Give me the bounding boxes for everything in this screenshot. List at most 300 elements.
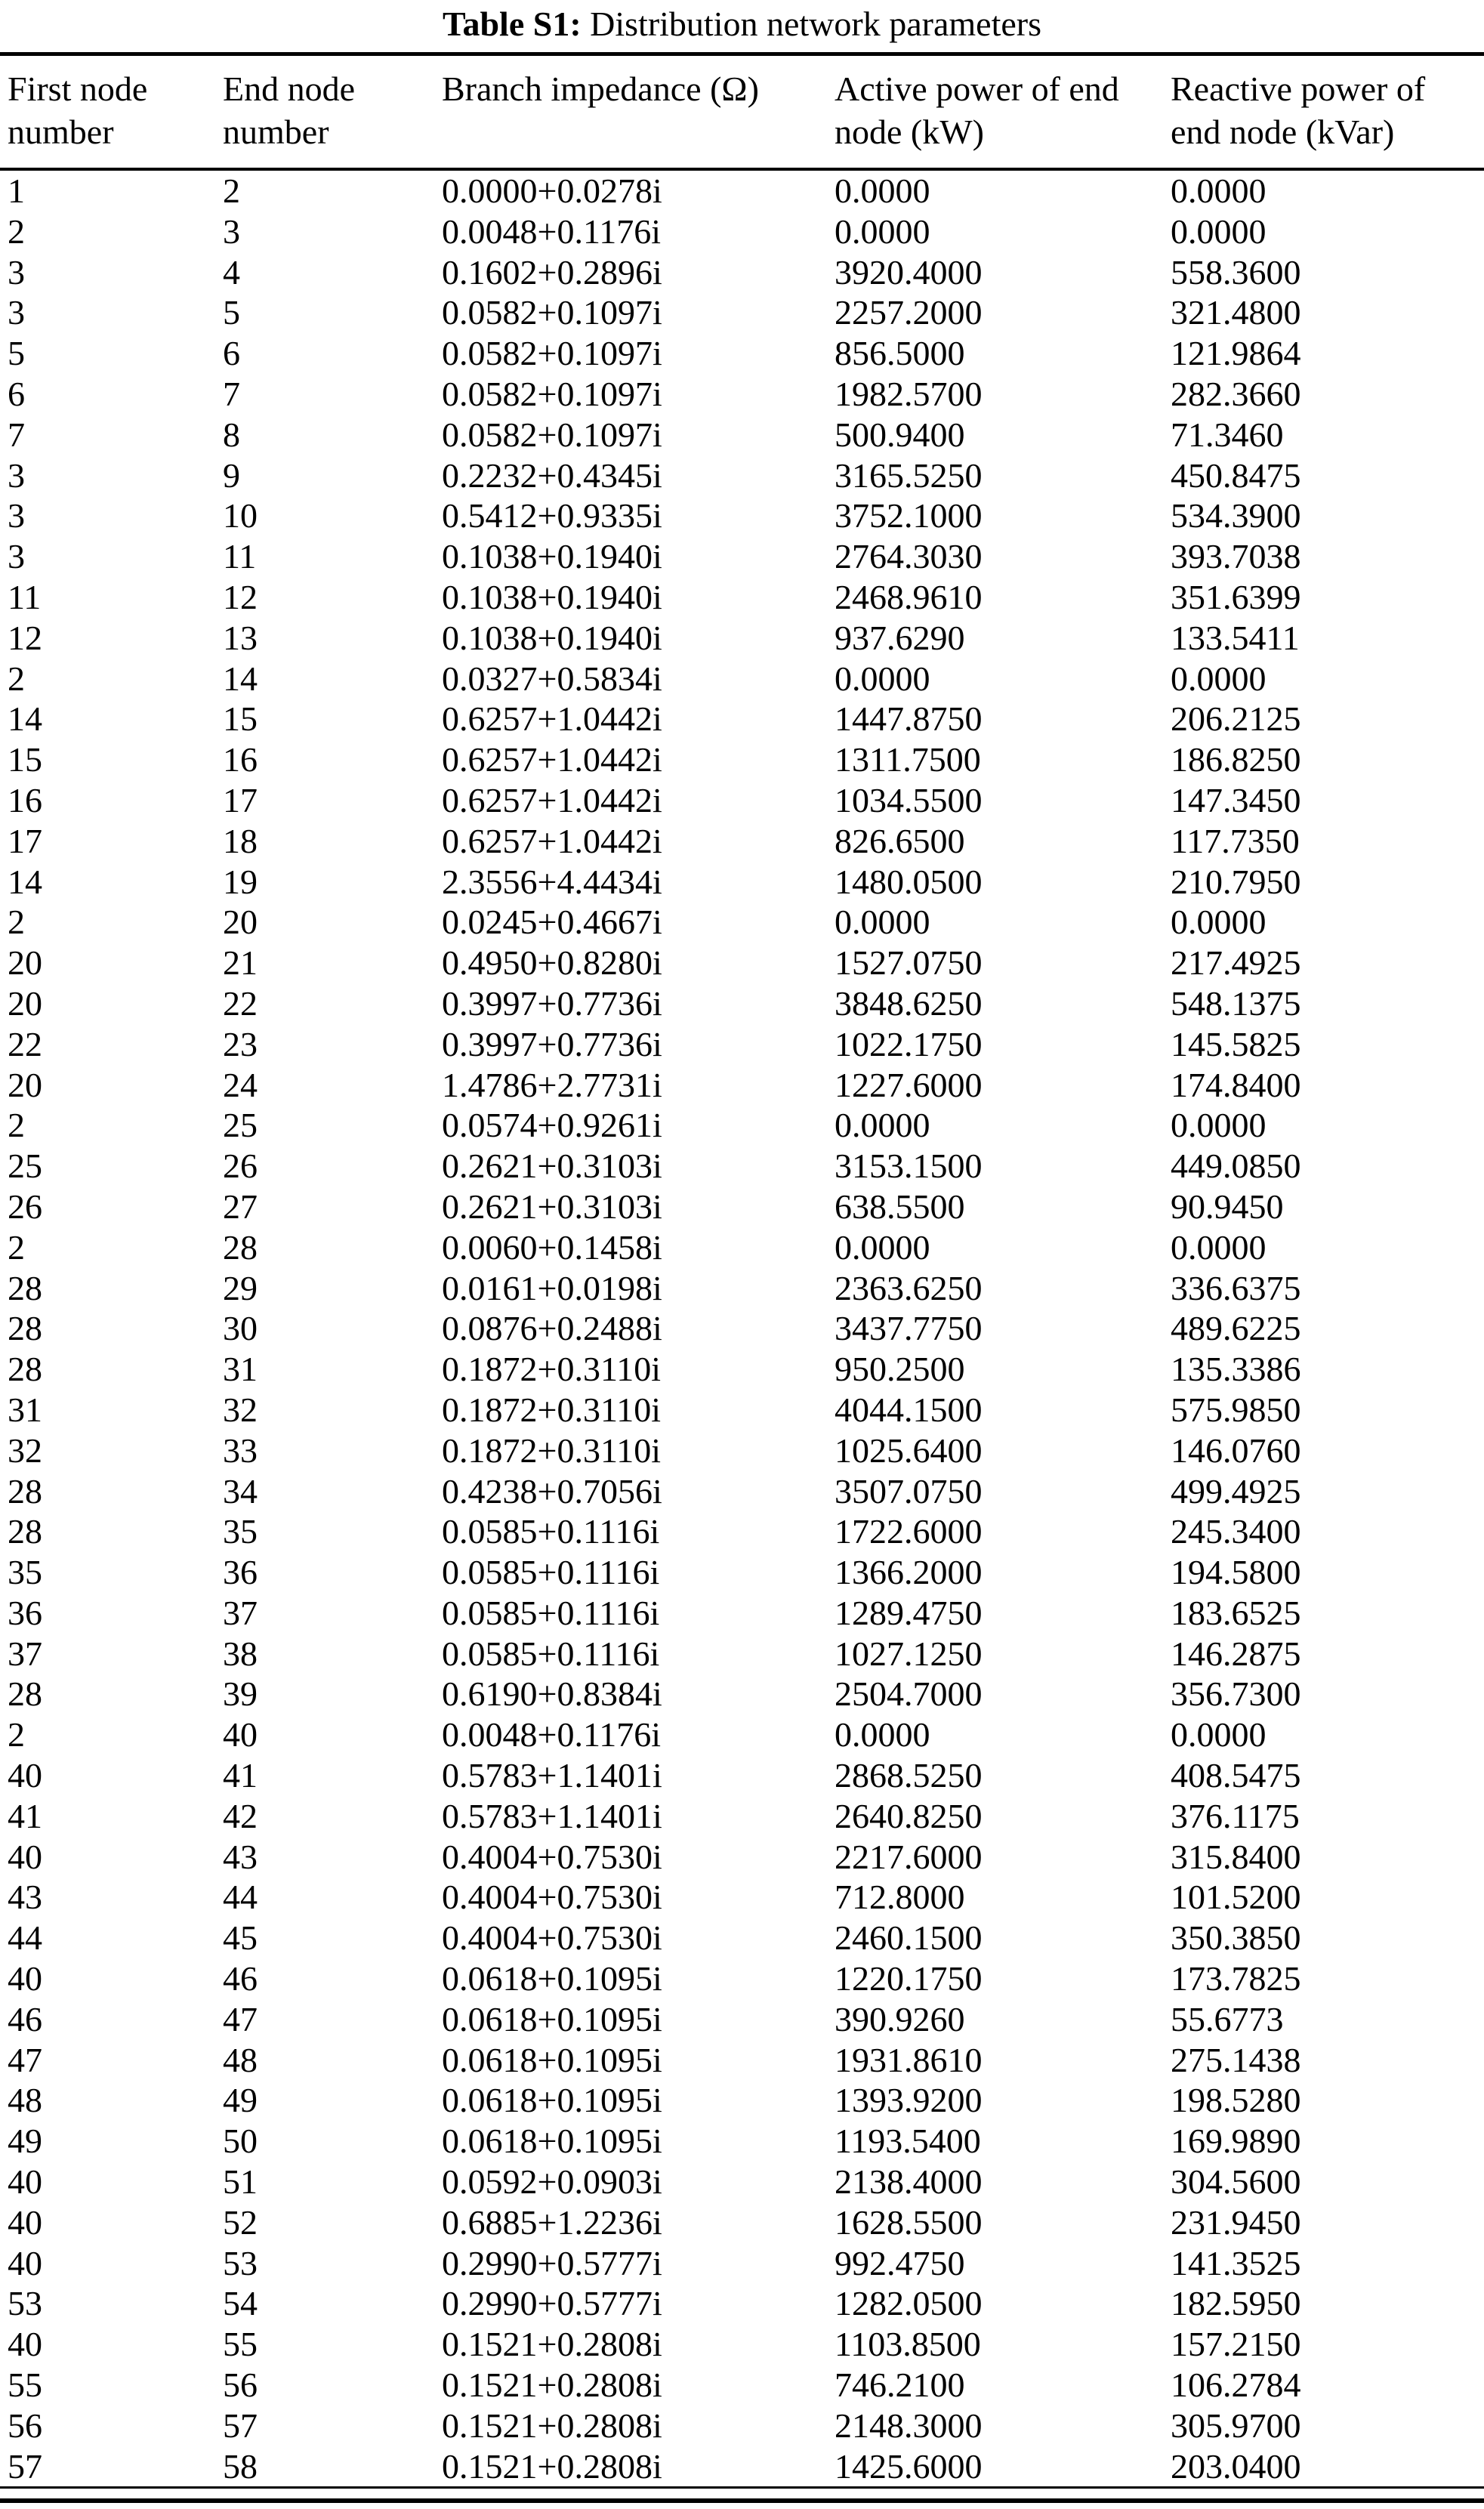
- table-row: [0, 252, 1484, 293]
- cell-end-node: 28: [223, 1227, 258, 1267]
- table-row: [0, 2243, 1484, 2284]
- cell-active-power: 3165.5250: [835, 455, 983, 495]
- cell-active-power: 2764.3030: [835, 537, 983, 576]
- table-row: [0, 211, 1484, 252]
- table-row: [0, 536, 1484, 577]
- cell-first-node: 22: [8, 1024, 42, 1063]
- cell-branch-impedance: 0.6257+1.0442i: [442, 780, 662, 819]
- table-row: [0, 2202, 1484, 2243]
- header-row: [0, 54, 1484, 170]
- cell-branch-impedance: 0.1038+0.1940i: [442, 618, 662, 657]
- cell-end-node: 35: [223, 1512, 258, 1551]
- cell-branch-impedance: 0.0585+0.1116i: [442, 1634, 660, 1673]
- cell-reactive-power: 336.6375: [1171, 1268, 1301, 1307]
- cell-active-power: 1931.8610: [835, 2040, 983, 2079]
- cell-first-node: 14: [8, 699, 42, 739]
- cell-branch-impedance: 0.0048+0.1176i: [442, 1715, 662, 1754]
- table-row: [0, 943, 1484, 983]
- cell-active-power: 1193.5400: [835, 2122, 981, 2161]
- cell-reactive-power: 135.3386: [1171, 1350, 1301, 1389]
- cell-first-node: 46: [8, 1999, 42, 2038]
- table-row: [0, 821, 1484, 862]
- cell-active-power: 2363.6250: [835, 1268, 983, 1307]
- table-row: [0, 862, 1484, 903]
- cell-active-power: 3153.1500: [835, 1146, 983, 1186]
- cell-first-node: 40: [8, 2162, 42, 2202]
- cell-branch-impedance: 0.0592+0.0903i: [442, 2162, 662, 2202]
- cell-reactive-power: 0.0000: [1171, 1715, 1266, 1754]
- cell-end-node: 37: [223, 1593, 258, 1632]
- table-title-text: Distribution network parameters: [590, 5, 1041, 43]
- cell-first-node: 48: [8, 2081, 42, 2120]
- table-bottom-rule: [0, 2498, 1484, 2503]
- cell-first-node: 35: [8, 1553, 42, 1592]
- cell-active-power: 1220.1750: [835, 1959, 983, 1998]
- cell-first-node: 3: [8, 293, 25, 332]
- cell-reactive-power: 71.3460: [1171, 415, 1284, 454]
- cell-first-node: 2: [8, 903, 25, 942]
- cell-end-node: 11: [223, 537, 257, 576]
- cell-reactive-power: 217.4925: [1171, 943, 1301, 983]
- cell-end-node: 14: [223, 659, 258, 698]
- cell-end-node: 12: [223, 577, 258, 616]
- cell-reactive-power: 183.6525: [1171, 1593, 1301, 1632]
- table-row: [0, 1349, 1484, 1390]
- cell-reactive-power: 169.9890: [1171, 2122, 1301, 2161]
- cell-active-power: 0.0000: [835, 1715, 930, 1754]
- cell-first-node: 20: [8, 1065, 42, 1104]
- cell-reactive-power: 282.3660: [1171, 374, 1301, 413]
- cell-reactive-power: 0.0000: [1171, 1227, 1266, 1267]
- cell-branch-impedance: 0.0618+0.1095i: [442, 1999, 662, 2038]
- cell-branch-impedance: 0.1521+0.2808i: [442, 2406, 662, 2445]
- cell-end-node: 10: [223, 496, 258, 535]
- cell-active-power: 856.5000: [835, 334, 965, 373]
- cell-active-power: 1227.6000: [835, 1065, 983, 1104]
- cell-first-node: 40: [8, 2325, 42, 2364]
- cell-active-power: 500.9400: [835, 415, 965, 454]
- table-row: [0, 1674, 1484, 1714]
- cell-first-node: 15: [8, 740, 42, 779]
- cell-branch-impedance: 2.3556+4.4434i: [442, 862, 662, 901]
- cell-active-power: 0.0000: [835, 903, 930, 942]
- cell-branch-impedance: 0.4004+0.7530i: [442, 1837, 662, 1876]
- cell-reactive-power: 376.1175: [1171, 1796, 1300, 1835]
- cell-end-node: 34: [223, 1471, 258, 1511]
- cell-end-node: 16: [223, 740, 258, 779]
- table-row: [0, 1918, 1484, 1958]
- cell-first-node: 36: [8, 1593, 42, 1632]
- cell-first-node: 40: [8, 2243, 42, 2282]
- cell-end-node: 42: [223, 1796, 258, 1835]
- cell-branch-impedance: 0.1872+0.3110i: [442, 1350, 662, 1389]
- cell-first-node: 2: [8, 211, 25, 251]
- cell-reactive-power: 449.0850: [1171, 1146, 1301, 1186]
- cell-end-node: 52: [223, 2202, 258, 2242]
- cell-first-node: 2: [8, 659, 25, 698]
- cell-branch-impedance: 0.0585+0.1116i: [442, 1512, 660, 1551]
- cell-reactive-power: 0.0000: [1171, 659, 1266, 698]
- cell-active-power: 0.0000: [835, 211, 930, 251]
- cell-branch-impedance: 0.6885+1.2236i: [442, 2202, 662, 2242]
- cell-end-node: 23: [223, 1024, 258, 1063]
- cell-first-node: 2: [8, 1227, 25, 1267]
- cell-first-node: 40: [8, 2202, 42, 2242]
- table-row: [0, 1065, 1484, 1106]
- cell-branch-impedance: 0.1521+0.2808i: [442, 2365, 662, 2405]
- table-row: [0, 699, 1484, 739]
- cell-active-power: 2468.9610: [835, 577, 983, 616]
- table-row: [0, 2040, 1484, 2081]
- cell-end-node: 55: [223, 2325, 258, 2364]
- cell-branch-impedance: 0.0582+0.1097i: [442, 374, 662, 413]
- table-row: [0, 374, 1484, 415]
- cell-end-node: 40: [223, 1715, 258, 1754]
- cell-active-power: 992.4750: [835, 2243, 965, 2282]
- cell-branch-impedance: 0.0585+0.1116i: [442, 1593, 660, 1632]
- cell-first-node: 7: [8, 415, 25, 454]
- cell-reactive-power: 245.3400: [1171, 1512, 1301, 1551]
- cell-end-node: 21: [223, 943, 258, 983]
- cell-active-power: 2868.5250: [835, 1756, 983, 1795]
- table-row: [0, 780, 1484, 821]
- cell-first-node: 31: [8, 1390, 42, 1429]
- table-row: [0, 1958, 1484, 1999]
- cell-end-node: 29: [223, 1268, 258, 1307]
- cell-branch-impedance: 0.0574+0.9261i: [442, 1106, 662, 1145]
- parameters-table: [0, 52, 1484, 2489]
- cell-reactive-power: 106.2784: [1171, 2365, 1301, 2405]
- cell-active-power: 0.0000: [835, 659, 930, 698]
- cell-reactive-power: 121.9864: [1171, 334, 1301, 373]
- cell-end-node: 56: [223, 2365, 258, 2405]
- cell-end-node: 50: [223, 2122, 258, 2161]
- table-row: [0, 292, 1484, 333]
- table-row: [0, 333, 1484, 374]
- cell-branch-impedance: 0.0618+0.1095i: [442, 2122, 662, 2161]
- cell-end-node: 4: [223, 252, 240, 292]
- cell-first-node: 3: [8, 455, 25, 495]
- cell-reactive-power: 117.7350: [1171, 821, 1300, 860]
- cell-branch-impedance: 1.4786+2.7731i: [442, 1065, 662, 1104]
- cell-end-node: 41: [223, 1756, 258, 1795]
- cell-branch-impedance: 0.2621+0.3103i: [442, 1146, 662, 1186]
- cell-active-power: 746.2100: [835, 2365, 965, 2405]
- cell-end-node: 58: [223, 2446, 258, 2486]
- table-row: [0, 1430, 1484, 1471]
- cell-branch-impedance: 0.1872+0.3110i: [442, 1390, 662, 1429]
- cell-active-power: 1289.4750: [835, 1593, 983, 1632]
- cell-active-power: 1722.6000: [835, 1512, 983, 1551]
- cell-branch-impedance: 0.4238+0.7056i: [442, 1471, 662, 1511]
- cell-first-node: 28: [8, 1512, 42, 1551]
- cell-end-node: 38: [223, 1634, 258, 1673]
- cell-first-node: 12: [8, 618, 42, 657]
- cell-active-power: 1034.5500: [835, 780, 983, 819]
- cell-branch-impedance: 0.1521+0.2808i: [442, 2446, 662, 2486]
- cell-active-power: 2504.7000: [835, 1674, 983, 1714]
- cell-active-power: 1103.8500: [835, 2325, 981, 2364]
- table-row: [0, 1390, 1484, 1430]
- table-row: [0, 169, 1484, 211]
- table-row: [0, 495, 1484, 536]
- table-row: [0, 1999, 1484, 2040]
- cell-branch-impedance: 0.0585+0.1116i: [442, 1553, 660, 1592]
- table-row: [0, 618, 1484, 659]
- cell-end-node: 3: [223, 211, 240, 251]
- cell-first-node: 6: [8, 374, 25, 413]
- cell-branch-impedance: 0.2990+0.5777i: [442, 2243, 662, 2282]
- cell-branch-impedance: 0.6190+0.8384i: [442, 1674, 662, 1714]
- cell-reactive-power: 499.4925: [1171, 1471, 1301, 1511]
- cell-end-node: 45: [223, 1918, 258, 1958]
- cell-end-node: 33: [223, 1430, 258, 1470]
- cell-end-node: 31: [223, 1350, 258, 1389]
- cell-active-power: 2257.2000: [835, 293, 983, 332]
- cell-first-node: 56: [8, 2406, 42, 2445]
- cell-branch-impedance: 0.0876+0.2488i: [442, 1309, 662, 1348]
- col-header-branch-impedance: Branch impedance (Ω): [442, 54, 835, 170]
- cell-reactive-power: 182.5950: [1171, 2284, 1301, 2323]
- cell-first-node: 53: [8, 2284, 42, 2323]
- cell-reactive-power: 408.5475: [1171, 1756, 1301, 1795]
- cell-active-power: 3437.7750: [835, 1309, 983, 1348]
- cell-reactive-power: 305.9700: [1171, 2406, 1301, 2445]
- cell-active-power: 826.6500: [835, 821, 965, 860]
- cell-first-node: 55: [8, 2365, 42, 2405]
- cell-first-node: 57: [8, 2446, 42, 2486]
- cell-active-power: 390.9260: [835, 1999, 965, 2038]
- table-row: [0, 1146, 1484, 1187]
- cell-reactive-power: 147.3450: [1171, 780, 1301, 819]
- table-title: [0, 0, 1484, 52]
- cell-reactive-power: 173.7825: [1171, 1959, 1301, 1998]
- cell-active-power: 3752.1000: [835, 496, 983, 535]
- cell-branch-impedance: 0.3997+0.7736i: [442, 983, 662, 1023]
- cell-reactive-power: 206.2125: [1171, 699, 1301, 739]
- cell-branch-impedance: 0.0327+0.5834i: [442, 659, 662, 698]
- cell-active-power: 1527.0750: [835, 943, 983, 983]
- cell-active-power: 2640.8250: [835, 1796, 983, 1835]
- table-title-label: Table S1:: [443, 5, 582, 43]
- cell-first-node: 14: [8, 862, 42, 901]
- cell-first-node: 2: [8, 1715, 25, 1754]
- cell-branch-impedance: 0.0582+0.1097i: [442, 415, 662, 454]
- cell-first-node: 3: [8, 252, 25, 292]
- cell-first-node: 40: [8, 1959, 42, 1998]
- cell-branch-impedance: 0.0161+0.0198i: [442, 1268, 662, 1307]
- cell-reactive-power: 0.0000: [1171, 1106, 1266, 1145]
- cell-end-node: 18: [223, 821, 258, 860]
- col-header-reactive-power: Reactive power of end node (kVar): [1171, 54, 1484, 170]
- cell-active-power: 3507.0750: [835, 1471, 983, 1511]
- cell-first-node: 40: [8, 1837, 42, 1876]
- cell-reactive-power: 575.9850: [1171, 1390, 1301, 1429]
- table-row: [0, 415, 1484, 455]
- cell-branch-impedance: 0.5783+1.1401i: [442, 1756, 662, 1795]
- cell-end-node: 5: [223, 293, 240, 332]
- table-row: [0, 1227, 1484, 1268]
- cell-reactive-power: 198.5280: [1171, 2081, 1301, 2120]
- cell-active-power: 3920.4000: [835, 252, 983, 292]
- cell-reactive-power: 275.1438: [1171, 2040, 1301, 2079]
- cell-end-node: 17: [223, 780, 258, 819]
- table-row: [0, 2283, 1484, 2324]
- table-row: [0, 1634, 1484, 1674]
- cell-first-node: 28: [8, 1309, 42, 1348]
- cell-active-power: 0.0000: [835, 171, 930, 210]
- cell-first-node: 43: [8, 1878, 42, 1917]
- cell-reactive-power: 534.3900: [1171, 496, 1301, 535]
- cell-active-power: 0.0000: [835, 1106, 930, 1145]
- table-row: [0, 2324, 1484, 2365]
- cell-end-node: 20: [223, 903, 258, 942]
- cell-first-node: 1: [8, 171, 25, 210]
- cell-branch-impedance: 0.2990+0.5777i: [442, 2284, 662, 2323]
- cell-branch-impedance: 0.3997+0.7736i: [442, 1024, 662, 1063]
- cell-end-node: 57: [223, 2406, 258, 2445]
- cell-active-power: 2460.1500: [835, 1918, 983, 1958]
- cell-branch-impedance: 0.4004+0.7530i: [442, 1878, 662, 1917]
- cell-first-node: 2: [8, 1106, 25, 1145]
- cell-active-power: 1022.1750: [835, 1024, 983, 1063]
- cell-end-node: 9: [223, 455, 240, 495]
- cell-active-power: 2148.3000: [835, 2406, 983, 2445]
- cell-active-power: 937.6290: [835, 618, 965, 657]
- cell-end-node: 36: [223, 1553, 258, 1592]
- cell-reactive-power: 157.2150: [1171, 2325, 1301, 2364]
- cell-reactive-power: 145.5825: [1171, 1024, 1301, 1063]
- table-row: [0, 2080, 1484, 2121]
- cell-branch-impedance: 0.1038+0.1940i: [442, 577, 662, 616]
- cell-end-node: 47: [223, 1999, 258, 2038]
- cell-end-node: 19: [223, 862, 258, 901]
- cell-reactive-power: 203.0400: [1171, 2446, 1301, 2486]
- cell-reactive-power: 356.7300: [1171, 1674, 1301, 1714]
- cell-end-node: 8: [223, 415, 240, 454]
- cell-branch-impedance: 0.1602+0.2896i: [442, 252, 662, 292]
- table-row: [0, 1796, 1484, 1837]
- cell-branch-impedance: 0.2621+0.3103i: [442, 1187, 662, 1226]
- table-row: [0, 1593, 1484, 1634]
- cell-end-node: 27: [223, 1187, 258, 1226]
- cell-end-node: 6: [223, 334, 240, 373]
- table-row: [0, 2162, 1484, 2202]
- table-row: [0, 1268, 1484, 1309]
- cell-first-node: 5: [8, 334, 25, 373]
- cell-end-node: 2: [223, 171, 240, 210]
- cell-first-node: 28: [8, 1471, 42, 1511]
- cell-reactive-power: 450.8475: [1171, 455, 1301, 495]
- cell-first-node: 26: [8, 1187, 42, 1226]
- cell-first-node: 28: [8, 1674, 42, 1714]
- cell-reactive-power: 350.3850: [1171, 1918, 1301, 1958]
- cell-branch-impedance: 0.1038+0.1940i: [442, 537, 662, 576]
- cell-reactive-power: 231.9450: [1171, 2202, 1301, 2242]
- table-row: [0, 902, 1484, 943]
- cell-end-node: 51: [223, 2162, 258, 2202]
- cell-active-power: 950.2500: [835, 1350, 965, 1389]
- table-row: [0, 1471, 1484, 1512]
- table-row: [0, 577, 1484, 618]
- cell-active-power: 3848.6250: [835, 983, 983, 1023]
- table-row: [0, 1187, 1484, 1227]
- cell-reactive-power: 393.7038: [1171, 537, 1301, 576]
- cell-branch-impedance: 0.5783+1.1401i: [442, 1796, 662, 1835]
- cell-reactive-power: 174.8400: [1171, 1065, 1301, 1104]
- cell-end-node: 48: [223, 2040, 258, 2079]
- table-row: [0, 2446, 1484, 2488]
- cell-active-power: 1027.1250: [835, 1634, 983, 1673]
- cell-branch-impedance: 0.0582+0.1097i: [442, 293, 662, 332]
- table-row: [0, 1837, 1484, 1878]
- cell-end-node: 26: [223, 1146, 258, 1186]
- cell-branch-impedance: 0.1521+0.2808i: [442, 2325, 662, 2364]
- cell-active-power: 1447.8750: [835, 699, 983, 739]
- cell-first-node: 47: [8, 2040, 42, 2079]
- cell-reactive-power: 186.8250: [1171, 740, 1301, 779]
- cell-branch-impedance: 0.0618+0.1095i: [442, 2081, 662, 2120]
- table-row: [0, 739, 1484, 780]
- cell-branch-impedance: 0.6257+1.0442i: [442, 821, 662, 860]
- cell-end-node: 54: [223, 2284, 258, 2323]
- cell-reactive-power: 489.6225: [1171, 1309, 1301, 1348]
- cell-active-power: 1366.2000: [835, 1553, 983, 1592]
- table-row: [0, 1308, 1484, 1349]
- cell-branch-impedance: 0.6257+1.0442i: [442, 699, 662, 739]
- cell-end-node: 44: [223, 1878, 258, 1917]
- table-row: [0, 983, 1484, 1024]
- cell-reactive-power: 351.6399: [1171, 577, 1301, 616]
- cell-active-power: 712.8000: [835, 1878, 965, 1917]
- cell-end-node: 39: [223, 1674, 258, 1714]
- cell-first-node: 28: [8, 1268, 42, 1307]
- cell-reactive-power: 0.0000: [1171, 171, 1266, 210]
- table-row: [0, 2365, 1484, 2406]
- cell-branch-impedance: 0.1872+0.3110i: [442, 1430, 662, 1470]
- cell-first-node: 3: [8, 537, 25, 576]
- cell-reactive-power: 0.0000: [1171, 903, 1266, 942]
- cell-first-node: 41: [8, 1796, 42, 1835]
- col-header-first-node: First node number: [0, 54, 223, 170]
- cell-reactive-power: 101.5200: [1171, 1878, 1301, 1917]
- cell-first-node: 20: [8, 983, 42, 1023]
- cell-end-node: 53: [223, 2243, 258, 2282]
- cell-end-node: 7: [223, 374, 240, 413]
- cell-reactive-power: 548.1375: [1171, 983, 1301, 1023]
- cell-branch-impedance: 0.0618+0.1095i: [442, 1959, 662, 1998]
- cell-reactive-power: 315.8400: [1171, 1837, 1301, 1876]
- cell-branch-impedance: 0.0060+0.1458i: [442, 1227, 662, 1267]
- cell-first-node: 16: [8, 780, 42, 819]
- cell-end-node: 15: [223, 699, 258, 739]
- cell-active-power: 1480.0500: [835, 862, 983, 901]
- cell-end-node: 49: [223, 2081, 258, 2120]
- cell-active-power: 1425.6000: [835, 2446, 983, 2486]
- cell-first-node: 3: [8, 496, 25, 535]
- cell-branch-impedance: 0.0582+0.1097i: [442, 334, 662, 373]
- cell-branch-impedance: 0.6257+1.0442i: [442, 740, 662, 779]
- cell-reactive-power: 321.4800: [1171, 293, 1301, 332]
- cell-first-node: 32: [8, 1430, 42, 1470]
- cell-reactive-power: 141.3525: [1171, 2243, 1301, 2282]
- table-row: [0, 2406, 1484, 2446]
- cell-branch-impedance: 0.0245+0.4667i: [442, 903, 662, 942]
- table-row: [0, 1105, 1484, 1146]
- cell-reactive-power: 194.5800: [1171, 1553, 1301, 1592]
- cell-active-power: 1393.9200: [835, 2081, 983, 2120]
- table-row: [0, 1552, 1484, 1593]
